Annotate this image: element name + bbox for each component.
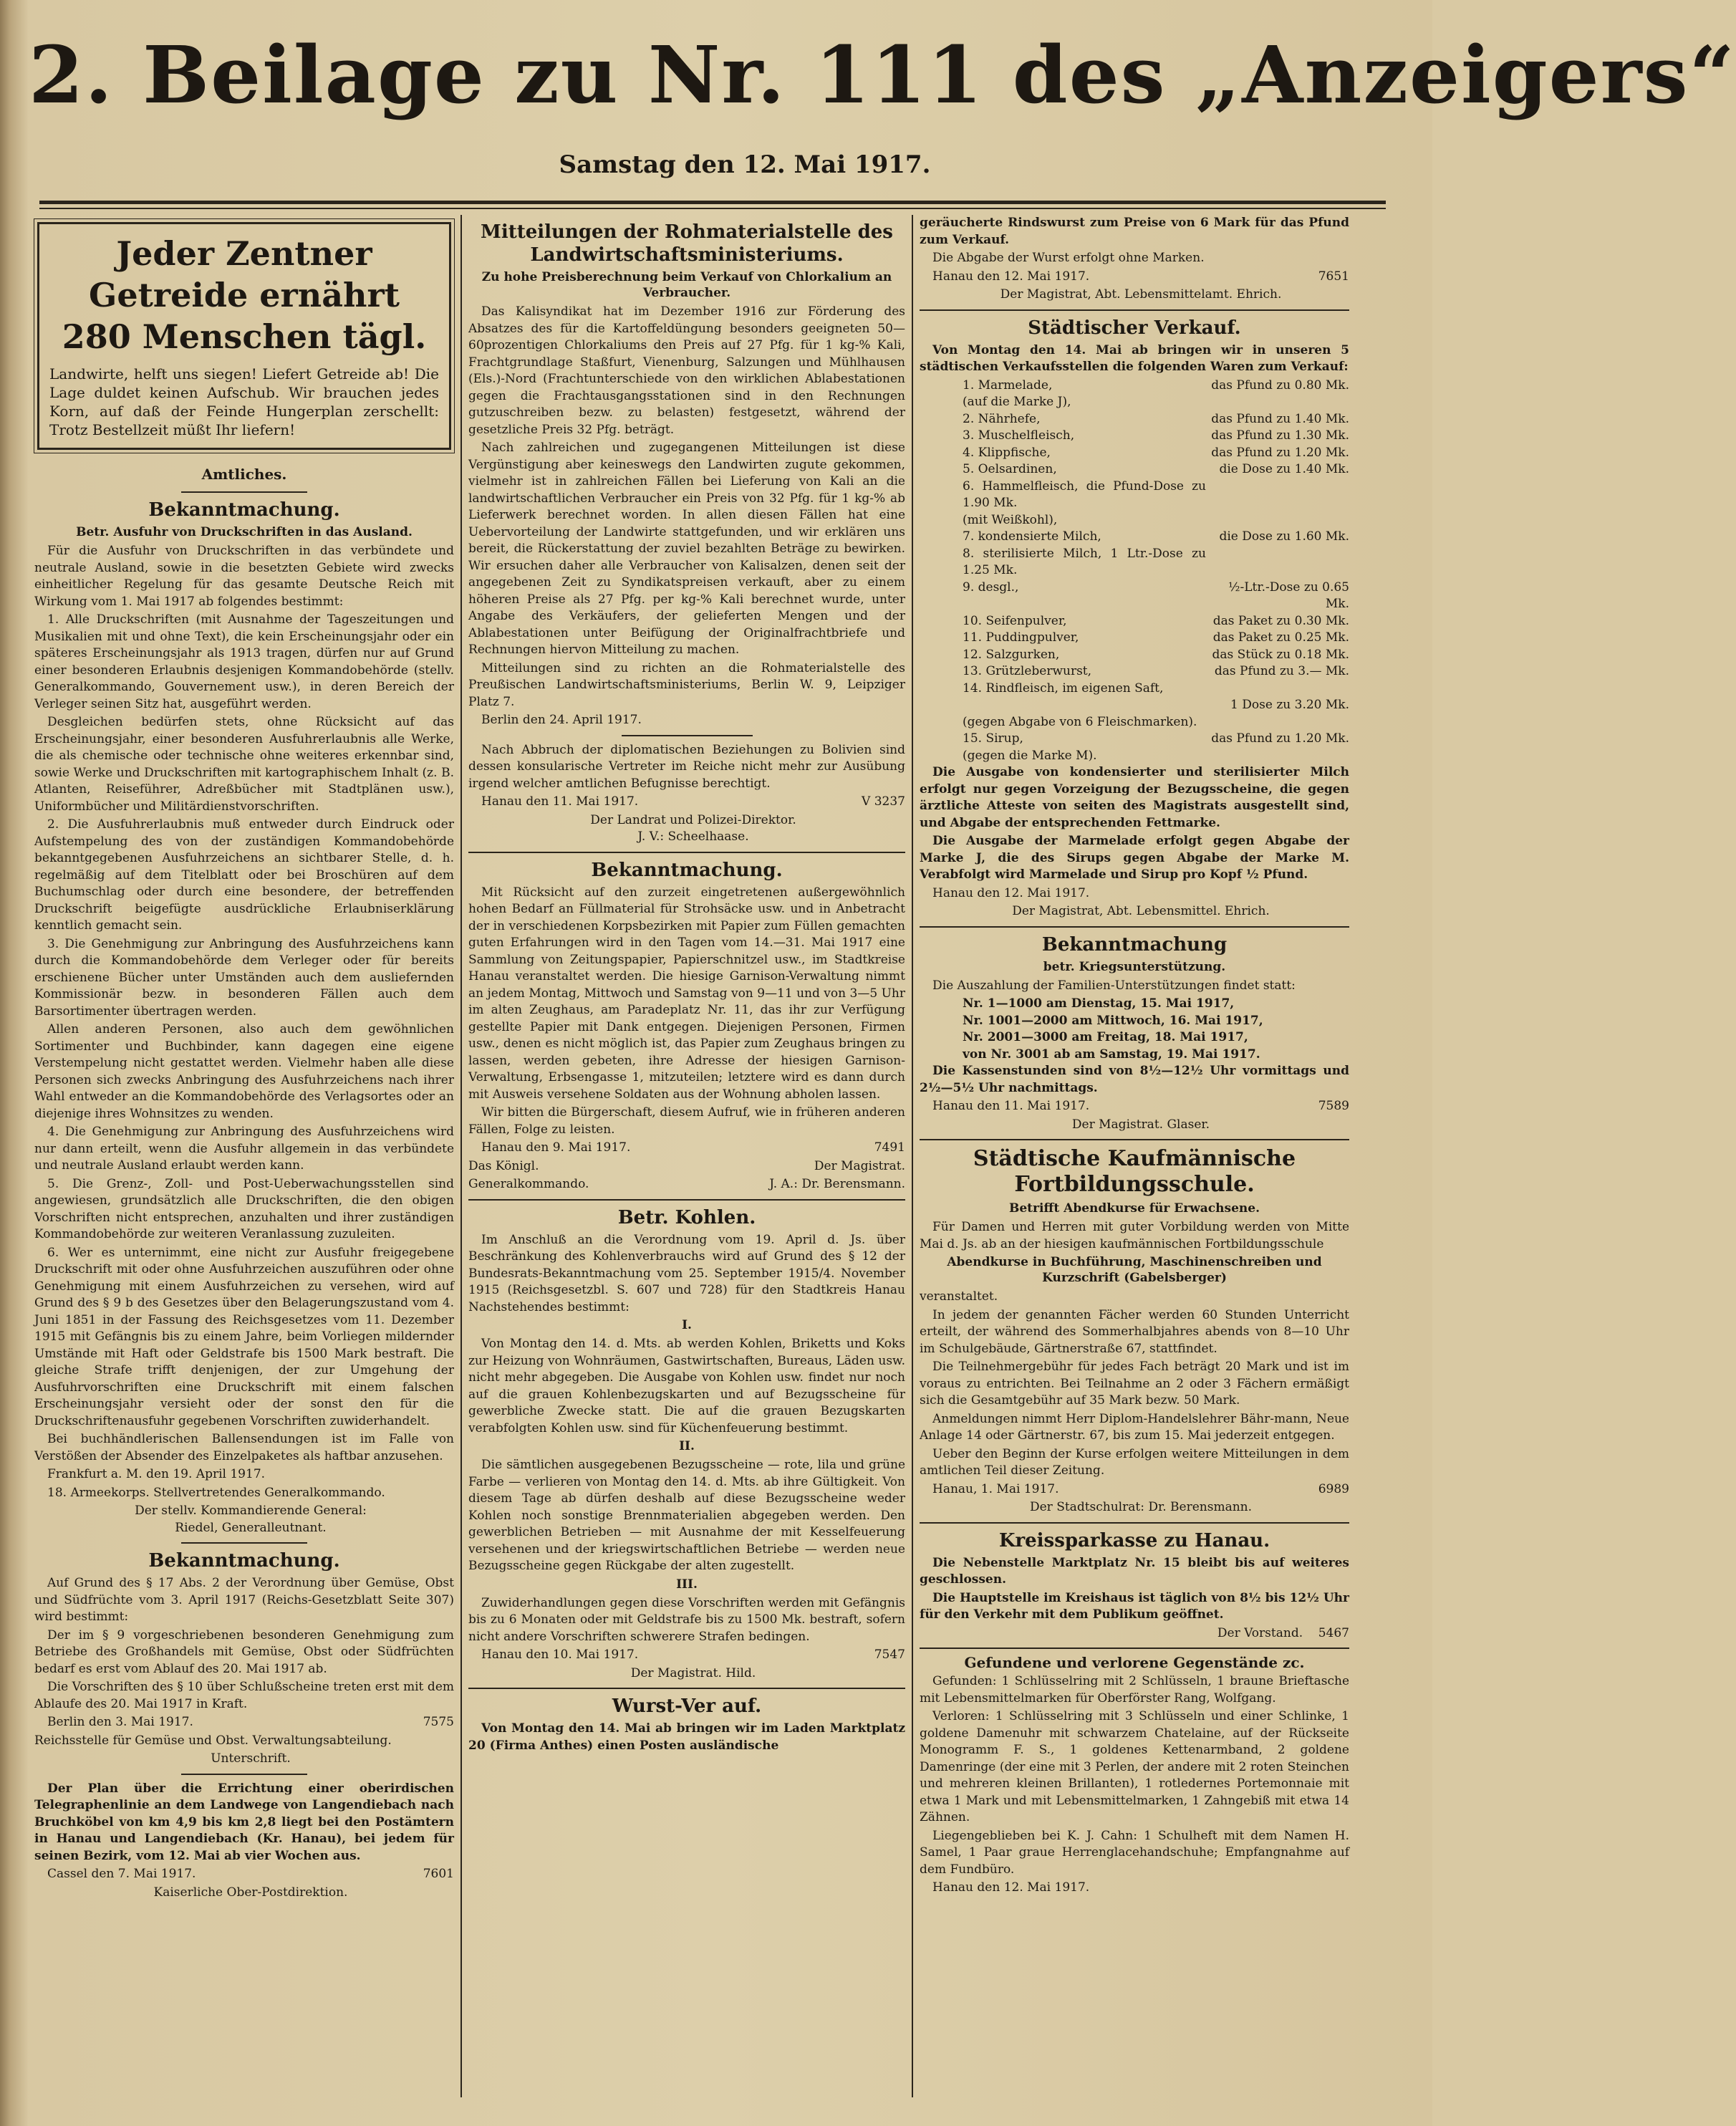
notice-paragraph: Von Montag den 14. d. Mts. ab werden Kohlen, Briketts und Koks zur Heizung von Wohnräumen, Gastwirtschaften, Bureaus, Läden usw. nicht mehr abgegeben. Die Ausgabe von Kohlen usw. findet nur noch auf die grauen Kohlenbezugskarten und auf Bezugsscheine für gewerbliche Zwecke statt. Die auf die grauen Bezugskarten verabfolgten Kohlen usw. sind für Küchenfeuerung bestimmt. bbox=[468, 1337, 905, 1435]
notice-subtitle: Zu hohe Preisberechnung beim Verkauf von Chlorkalium an Verbraucher. bbox=[481, 270, 892, 300]
payment-schedule-row: Nr. 1—1000 am Dienstag, 15. Mai 1917, bbox=[963, 996, 1235, 1011]
notice-paragraph: geräucherte Rindswurst zum Preise von 6 Mark für das Pfund zum Verkauf. bbox=[920, 216, 1349, 247]
payment-schedule-row: von Nr. 3001 ab am Samstag, 19. Mai 1917. bbox=[963, 1047, 1260, 1062]
sale-item bbox=[920, 647, 1349, 664]
sale-item-price bbox=[1206, 748, 1349, 765]
notice-signature: J. V.: Scheelhaase. bbox=[637, 829, 749, 844]
notice-paragraph: Im Anschluß an die Verordnung vom 19. April d. Js. über Beschränkung des Kohlenverbrauchs wird auf Grund des § 12 der Bundesrats-Bekanntmachung vom 25. September 1915/4. November 1915 (Reichsgesetzbl. S. 607 und 728) für den Stadtkreis Hanau Nachstehendes bestimmt: bbox=[468, 1232, 905, 1314]
notice-place-date bbox=[468, 794, 905, 811]
separator bbox=[181, 1542, 307, 1544]
sale-item bbox=[920, 529, 1349, 546]
notice-place-date bbox=[920, 1481, 1349, 1499]
notice-signature: Der Magistrat, Abt. Lebensmittel. Ehrich. bbox=[1012, 904, 1270, 918]
separator bbox=[920, 309, 1349, 311]
sale-item-name: 9. desgl., bbox=[963, 579, 1019, 595]
notice-signature: Der Magistrat. Glaser. bbox=[1071, 1117, 1210, 1132]
separator bbox=[468, 1688, 905, 1689]
notice-title: Wurst-Ver auf. bbox=[612, 1695, 762, 1717]
sale-item bbox=[920, 731, 1349, 748]
sale-item-name: 15. Sirup, bbox=[963, 731, 1023, 746]
sale-item-price bbox=[1206, 714, 1349, 731]
section-number: II. bbox=[679, 1439, 695, 1453]
sale-item-price: das Pfund zu 1.20 Mk. bbox=[1211, 445, 1349, 460]
sale-item-price: das Stück zu 0.18 Mk. bbox=[1212, 647, 1349, 662]
sale-item-price: 1 Dose zu 3.20 Mk. bbox=[1230, 698, 1349, 712]
notice-place-date: Hanau den 12. Mai 1917. bbox=[932, 885, 1090, 900]
notice-signature: Der Magistrat, Abt. Lebensmittelamt. Ehrich. bbox=[1000, 287, 1282, 302]
signature-right: J. A.: Dr. Berensmann. bbox=[769, 1177, 905, 1191]
sale-item-price bbox=[1206, 512, 1349, 529]
separator bbox=[468, 1199, 905, 1201]
sale-item-price bbox=[1206, 478, 1349, 512]
place-date: Hanau den 11. Mai 1917. bbox=[481, 794, 639, 809]
notice-paragraph: Das Kalisyndikat hat im Dezember 1916 zur Förderung des Absatzes des für die Kartoffeldüngung besonders geeigneten 50—60prozentigen Chlorkaliums den Preis auf 27 Pfg. für 1 kg-% Kali, Frachtgrundlage Staßfurt, Vienenburg, Salzungen und Mühlhausen (Els.)-Nord (Frachtunterschiede von den wirklichen Ablabestationen gegen die Frachtausgangsstationen sind in den Rechnungen gutzuschreiben bezw. zu belasten) festgesetzt, während der gesetzliche Preis 32 Pfg. beträgt. bbox=[468, 304, 905, 437]
signature-left: Das Königl. bbox=[468, 1158, 539, 1173]
sale-item bbox=[920, 714, 1349, 731]
masthead-title: 2. Beilage zu Nr. 111 des „Anzeigers“ bbox=[29, 29, 1736, 121]
notice-paragraph: Die Vorschriften des § 10 über Schlußscheine treten erst mit dem Ablaufe des 20. Mai 1917 in Kraft. bbox=[34, 1680, 454, 1711]
grain-appeal-headline: Jeder Zentner Getreide ernährt 280 Menschen tägl. bbox=[62, 234, 427, 356]
grain-appeal-box bbox=[37, 222, 451, 450]
sale-item bbox=[920, 512, 1349, 529]
notice-paragraph: Von Montag den 14. Mai ab bringen wir im Laden Marktplatz 20 (Firma Anthes) einen Posten ausländische bbox=[468, 1721, 905, 1753]
signature-right: Der Magistrat. bbox=[814, 1158, 905, 1173]
separator bbox=[920, 1139, 1349, 1140]
sale-item bbox=[920, 377, 1349, 395]
sale-item-name: 10. Seifenpulver, bbox=[963, 613, 1067, 628]
notice-signature: Der stellv. Kommandierende General: bbox=[135, 1504, 367, 1518]
separator bbox=[622, 735, 753, 736]
separator bbox=[468, 852, 905, 853]
notice-number: 7651 bbox=[1318, 269, 1349, 284]
notice-place-date bbox=[920, 269, 1349, 286]
notice-paragraph: Der Plan über die Errichtung einer oberirdischen Telegraphenlinie an dem Landwege von Langendiebach nach Bruchköbel von km 4,9 bis km 2,8 liegt bei den Postämtern in Hanau und Langendiebach (Kr. Hanau), bei jedem für seinen Bezirk, vom 12. Mai ab vier Wochen aus. bbox=[34, 1781, 454, 1863]
notice-paragraph: Die Ausgabe von kondensierter und sterilisierter Milch erfolgt nur gegen Vorzeigung der Bezugsscheine, die gegen ärztliche Atteste von seiten des Magistrats ausgestellt sind, und Abgabe der entsprechenden Fettmarke. bbox=[920, 765, 1349, 830]
place-date: Berlin den 3. Mai 1917. bbox=[47, 1715, 193, 1729]
notice-paragraph: Zuwiderhandlungen gegen diese Vorschriften werden mit Gefängnis bis zu 6 Monaten oder mit Geldstrafe bis zu 1500 Mk. bestraft, sofern nicht andere Vorschriften schwerere Strafen bedingen. bbox=[468, 1595, 905, 1644]
sale-item-name: 8. sterilisierte Milch, 1 Ltr.-Dose zu 1.25 Mk. bbox=[963, 546, 1206, 577]
notice-paragraph: 1. Alle Druckschriften (mit Ausnahme der Tageszeitungen und Musikalien mit und ohne Text), die kein Erscheinungsjahr oder ein späteres Erscheinungsjahr als 1913 tragen, dürfen nur auf Grund einer besonderen Erlaubnis desjenigen Kommandobehörde (stellv. Generalkommando, Gouvernement usw.), in deren Bereich der Verleger seinen Sitz hat, ausgeführt werden. bbox=[34, 612, 454, 711]
sale-item bbox=[920, 579, 1349, 613]
sale-item-price: das Pfund zu 0.80 Mk. bbox=[1211, 377, 1349, 393]
notice-paragraph: veranstaltet. bbox=[920, 1289, 998, 1304]
notice-paragraph: Die Abgabe der Wurst erfolgt ohne Marken. bbox=[932, 251, 1205, 265]
notice-signature: Der Stadtschulrat: Dr. Berensmann. bbox=[1029, 1500, 1253, 1514]
notice-paragraph: Die Hauptstelle im Kreishaus ist täglich von 8½ bis 12½ Uhr für den Verkehr mit dem Publikum geöffnet. bbox=[920, 1590, 1349, 1622]
notice-title: Bekanntmachung. bbox=[148, 1550, 340, 1572]
notice-number: 7575 bbox=[423, 1715, 454, 1729]
place-date: Hanau den 12. Mai 1917. bbox=[932, 269, 1090, 284]
notice-number: 5467 bbox=[1318, 1625, 1349, 1640]
sale-item bbox=[920, 663, 1349, 680]
sale-item bbox=[920, 394, 1349, 411]
notice-title: Bekanntmachung. bbox=[591, 859, 783, 881]
sale-item-name: (auf die Marke J), bbox=[963, 395, 1071, 409]
notice-signature: Reichsstelle für Gemüse und Obst. Verwaltungsabteilung. bbox=[34, 1733, 392, 1748]
notice-place-date bbox=[468, 1647, 905, 1664]
notice-paragraph: 4. Die Genehmigung zur Anbringung des Ausfuhrzeichens wird nur dann erteilt, wenn die Ausfuhr allgemein in das verbündete und neutrale Ausland erlaubt werden kann. bbox=[34, 1125, 454, 1173]
sale-item-name: 1. Marmelade, bbox=[963, 377, 1053, 393]
sale-item bbox=[920, 748, 1349, 765]
sale-item bbox=[920, 411, 1349, 428]
notice-paragraph: Verloren: 1 Schlüsselring mit 3 Schlüsseln und einer Schlinke, 1 goldene Damenuhr mit schwarzem Chatelaine, auf der Rückseite Monogramm F. S., 1 goldenes Kettenarmband, 2 goldene Damenringe (der eine mit 3 Perlen, der andere mit 2 roten Steinchen und mehreren kleinen Brillanten), 1 rotledernes Portemonnaie mit etwa 1 Mark und mit Lebensmittelmarken, 1 Zahngebiß mit etwa 14 Zähnen. bbox=[920, 1709, 1349, 1824]
notice-paragraph: Wir bitten die Bürgerschaft, diesem Aufruf, wie in früheren anderen Fällen, Folge zu leisten. bbox=[468, 1105, 905, 1137]
sale-list bbox=[920, 377, 1349, 765]
masthead-rule bbox=[39, 201, 1386, 204]
place-date: Hanau, 1. Mai 1917. bbox=[932, 1481, 1059, 1496]
notice-subtitle: Betr. Ausfuhr von Druckschriften in das Ausland. bbox=[76, 525, 413, 539]
notice-paragraph: Anmeldungen nimmt Herr Diplom-Handelslehrer Bähr-mann, Neue Anlage 14 oder Gärtnerstr. 67, bis zum 15. Mai jederzeit entgegen. bbox=[920, 1411, 1349, 1443]
sale-item bbox=[920, 445, 1349, 462]
separator bbox=[920, 1648, 1349, 1649]
signature-left: Generalkommando. bbox=[468, 1177, 589, 1191]
notice-number: 7547 bbox=[874, 1648, 905, 1662]
sale-item-name: 14. Rindfleisch, im eigenen Saft, bbox=[963, 680, 1164, 696]
notice-signature bbox=[468, 1158, 905, 1175]
notice-subtitle: betr. Kriegsunterstützung. bbox=[1043, 959, 1226, 974]
notice-paragraph: Ueber den Beginn der Kurse erfolgen weitere Mitteilungen in dem amtlichen Teil dieser Zeitung. bbox=[920, 1446, 1349, 1478]
sale-item-name: (mit Weißkohl), bbox=[963, 512, 1058, 527]
column-2 bbox=[468, 215, 905, 2105]
sale-item-name bbox=[963, 697, 1206, 714]
notice-subtitle: Betrifft Abendkurse für Erwachsene. bbox=[1008, 1201, 1260, 1216]
sale-item-price bbox=[1206, 546, 1349, 579]
sale-item-name: (gegen Abgabe von 6 Fleischmarken). bbox=[963, 714, 1197, 729]
notice-paragraph: Allen anderen Personen, also auch dem gewöhnlichen Sortimenter und Buchbinder, kann dagegen eine eigene Verstempelung nicht gestattet werden. Vielmehr haben alle diese Personen sich zwecks Anbringung des Ausfuhrzeichens nach ihrer Wahl entweder an die Kommandobehörde des Verlagsortes oder an diejenige ihres Wohnsitzes zu wenden. bbox=[34, 1022, 454, 1121]
masthead bbox=[29, 21, 1736, 179]
notice-paragraph: Auf Grund des § 17 Abs. 2 der Verordnung über Gemüse, Obst und Südfrüchte vom 3. April 1917 (Reichs-Gesetzblatt Seite 307) wird bestimmt: bbox=[34, 1576, 454, 1624]
notice-paragraph: Mitteilungen sind zu richten an die Rohmaterialstelle des Preußischen Landwirtschaftsministeriums, Berlin W. 9, Leipziger Platz 7. bbox=[468, 660, 905, 709]
sale-item-price: die Dose zu 1.60 Mk. bbox=[1219, 529, 1349, 544]
column-divider bbox=[912, 215, 913, 2097]
notice-signature: Riedel, Generalleutnant. bbox=[175, 1520, 327, 1535]
notice-number: 7589 bbox=[1318, 1099, 1349, 1113]
sale-item-name: 12. Salzgurken, bbox=[963, 647, 1060, 662]
course-list: Abendkurse in Buchführung, Maschinenschreiben und Kurzschrift (Gabelsberger) bbox=[947, 1255, 1322, 1285]
sale-item-price: das Paket zu 0.25 Mk. bbox=[1212, 630, 1349, 645]
notice-title: Kreissparkasse zu Hanau. bbox=[998, 1529, 1270, 1552]
notice-signature: Der Landrat und Polizei-Direktor. bbox=[590, 812, 796, 827]
sale-item-name: (gegen die Marke M). bbox=[963, 748, 1097, 763]
notice-number: 7491 bbox=[874, 1140, 905, 1155]
notice-number: 7601 bbox=[423, 1867, 454, 1881]
masthead-date: Samstag den 12. Mai 1917. bbox=[559, 150, 931, 179]
sale-item bbox=[920, 428, 1349, 445]
sale-item-name: 2. Nährhefe, bbox=[963, 411, 1041, 426]
place-date: Hanau den 9. Mai 1917. bbox=[481, 1140, 631, 1155]
notice-paragraph: Liegengeblieben bei K. J. Cahn: 1 Schulheft mit dem Namen H. Samel, 1 Paar graue Herrenglacehandschuhe; Empfangnahme auf dem Fundbüro. bbox=[920, 1828, 1349, 1877]
separator bbox=[920, 1522, 1349, 1524]
notice-signature bbox=[920, 1625, 1349, 1642]
section-number: I. bbox=[682, 1318, 692, 1332]
sale-item bbox=[920, 546, 1349, 579]
sale-item-price: das Pfund zu 3.— Mk. bbox=[1214, 664, 1349, 678]
notice-paragraph: Die Auszahlung der Familien-Unterstützungen findet statt: bbox=[932, 978, 1296, 993]
notice-title: Gefundene und verlorene Gegenstände zc. bbox=[964, 1654, 1305, 1671]
signature: Der Vorstand. bbox=[1217, 1625, 1303, 1640]
notice-paragraph: Die Nebenstelle Marktplatz Nr. 15 bleibt bis auf weiteres geschlossen. bbox=[920, 1555, 1349, 1587]
notice-title: Städtischer Verkauf. bbox=[1028, 317, 1241, 339]
notice-number: 6989 bbox=[1318, 1481, 1349, 1496]
notice-place-date: Frankfurt a. M. den 19. April 1917. bbox=[47, 1467, 266, 1481]
notice-title: Bekanntmachung bbox=[1041, 933, 1228, 956]
grain-appeal-text: Landwirte, helft uns siegen! Liefert Getreide ab! Die Lage duldet keinen Aufschub. Wir brauchen jedes Korn, auf daß der Feinde Hungerplan zerschellt: Trotz Bestellzeit müßt Ihr liefern! bbox=[49, 365, 439, 438]
masthead-rule-thin bbox=[39, 208, 1386, 209]
notice-place-date bbox=[34, 1714, 454, 1731]
notice-paragraph: Gefunden: 1 Schlüsselring mit 2 Schlüsseln, 1 braune Brieftasche mit Lebensmittelmarken für Oberförster Rang, Wolfgang. bbox=[920, 1674, 1349, 1706]
payment-schedule-row: Nr. 1001—2000 am Mittwoch, 16. Mai 1917, bbox=[963, 1013, 1263, 1028]
notice-paragraph: 6. Wer es unternimmt, eine nicht zur Ausfuhr freigegebene Druckschrift mit oder ohne Ausfuhrzeichen auszuführen oder ohne Genehmigung mit einem Ausfuhrzeichen zu versehen, wird auf Grund des § 9 b des Gesetzes über den Belagerungszustand vom 4. Juni 1851 in der Fassung des Reichsgesetzes vom 11. Dezember 1915 mit Gefängnis bis zu einem Jahre, beim Vorliegen mildernder Umstände mit Haft oder Geldstrafe bis 1500 Mark bestraft. Die gleiche Strafe trifft denjenigen, der zur Umgehung der Ausfuhrvorschriften eine Druckschrift mit einem falschen Erscheinungsjahr versieht oder der sonst den für die Druckschriftenausfuhr gegebenen Vorschriften zuwiderhandelt. bbox=[34, 1245, 454, 1428]
sale-item-price: das Pfund zu 1.30 Mk. bbox=[1211, 428, 1349, 443]
notice-paragraph: Bei buchhändlerischen Ballensendungen ist im Falle von Verstößen der Absender des Einzelpaketes als haftbar anzusehen. bbox=[34, 1432, 454, 1463]
sale-item-price: ½-Ltr.-Dose zu 0.65 Mk. bbox=[1228, 579, 1349, 611]
notice-title: Städtische Kaufmännische Fortbildungsschule. bbox=[973, 1146, 1296, 1197]
notice-paragraph: Desgleichen bedürfen stets, ohne Rücksicht auf das Erscheinungsjahr, einer besonderen Ausfuhrerlaubnis alle Werke, die als chemische oder technische ohne weiteres erkennbar sind, sowie Werke und Druckschriften mit kartographischem Inhalt (z. B. Atlanten, Reiseführer, Adreßbücher mit Stadtplänen usw.), Uniformbücher und Militärdienstvorschriften. bbox=[34, 715, 454, 814]
sale-item-price bbox=[1206, 394, 1349, 411]
notice-paragraph: Die Ausgabe der Marmelade erfolgt gegen Abgabe der Marke J, die des Sirups gegen Abgabe der Marke M. Verabfolgt wird Marmelade und Sirup pro Kopf ½ Pfund. bbox=[920, 834, 1349, 882]
notice-paragraph: Für Damen und Herren mit guter Vorbildung werden von Mitte Mai d. Js. ab an der hiesigen kaufmännischen Fortbildungsschule bbox=[920, 1220, 1349, 1251]
notice-paragraph: 5. Die Grenz-, Zoll- und Post-Ueberwachungsstellen sind angewiesen, grundsätzlich alle Druckschriften, die den obigen Vorschriften nicht entsprechen, anzuhalten und ihrer zuständigen Kommandobehörde zur weiteren Veranlassung zuzuleiten. bbox=[34, 1176, 454, 1241]
sale-item-price bbox=[1206, 680, 1349, 698]
sale-item-name: 11. Puddingpulver, bbox=[963, 630, 1079, 645]
notice-paragraph: Die Teilnehmergebühr für jedes Fach beträgt 20 Mark und ist im voraus zu entrichten. Bei Teilnahme an 2 oder 3 Fächern ermäßigt sich die Gesamtgebühr auf 35 Mark bezw. 50 Mark. bbox=[920, 1360, 1349, 1408]
sale-item-price: das Paket zu 0.30 Mk. bbox=[1212, 613, 1349, 628]
sale-item-name: 6. Hammelfleisch, die Pfund-Dose zu 1.90 Mk. bbox=[963, 478, 1206, 510]
place-date: Cassel den 7. Mai 1917. bbox=[47, 1867, 196, 1881]
column-3 bbox=[920, 215, 1349, 2105]
notice-number: V 3237 bbox=[862, 794, 905, 809]
notice-signature: 18. Armeekorps. Stellvertretendes Generalkommando. bbox=[47, 1485, 385, 1500]
section-number: III. bbox=[676, 1577, 698, 1592]
notice-paragraph: Die sämtlichen ausgegebenen Bezugsscheine — rote, lila und grüne Farbe — verlieren von Montag den 14. d. Mts. ab ihre Gültigkeit. Von diesem Tage ab dürfen deshalb auf diese Bezugsscheine weder Kohlen noch sonstige Brennmaterialien abgegeben werden. Den gewerblichen Betrieben — mit Ausnahme der mit Kesselfeuerung versehenen und der kriegswirtschaftlichen Betriebe — werden neue Bezugsscheine gegen Rückgabe der alten zugestellt. bbox=[468, 1458, 905, 1573]
notice-paragraph: In jedem der genannten Fächer werden 60 Stunden Unterricht erteilt, der während des Sommerhalbjahres abends von 8—10 Uhr im Schulgebäude, Gärtnerstraße 67, stattfindet. bbox=[920, 1307, 1349, 1356]
notice-place-date bbox=[468, 1140, 905, 1157]
notice-place-date bbox=[34, 1866, 454, 1883]
notice-title: Bekanntmachung. bbox=[148, 499, 340, 521]
notice-place-date: Berlin den 24. April 1917. bbox=[481, 713, 642, 727]
notice-paragraph: 3. Die Genehmigung zur Anbringung des Ausfuhrzeichens kann durch die Kommandobehörde dem Verleger oder für bereits erschienene Bücher unter Umständen auch dem ausliefernden Kommissionär bezw. in besonderen Fällen auch dem Barsortimenter übertragen werden. bbox=[34, 936, 454, 1019]
notice-signature: Unterschrift. bbox=[211, 1751, 291, 1766]
sale-item-price: das Pfund zu 1.20 Mk. bbox=[1211, 731, 1349, 746]
notice-place-date bbox=[920, 1098, 1349, 1115]
sale-item-name: 3. Muschelfleisch, bbox=[963, 428, 1075, 443]
separator bbox=[181, 1774, 307, 1775]
column-1 bbox=[34, 215, 454, 2105]
notice-signature bbox=[468, 1176, 905, 1193]
separator bbox=[181, 491, 307, 493]
notice-paragraph: Die Kassenstunden sind von 8½—12½ Uhr vormittags und 2½—5½ Uhr nachmittags. bbox=[920, 1064, 1349, 1095]
notice-paragraph: Mit Rücksicht auf den zurzeit eingetretenen außergewöhnlich hohen Bedarf an Füllmaterial für Strohsäcke usw. und in Anbetracht der in verschiedenen Korpsbezirken mit Papier zum Füllen gemachten guten Erfahrungen wird in den Tagen vom 14.—31. Mai 1917 eine Sammlung von Zeitungspapier, Papierschnitzel usw., im Stadtkreise Hanau veranstaltet werden. Die hiesige Garnison-Verwaltung nimmt an jedem Montag, Mittwoch und Samstag von 9—11 und von 3—5 Uhr im alten Zeughaus, am Paradeplatz Nr. 11, das ihr zur Verfügung gestellte Papier mit Dank entgegen. Diejenigen Personen, Firmen usw., denen es nicht möglich ist, das Papier zum Zeughaus bringen zu lassen, werden gebeten, ihre Adresse der hiesigen Garnison-Verwaltung, Erbsengasse 1, mitzuteilen; letztere wird es dann durch mit Ausweis versehene Soldaten aus der Wohnung abholen lassen. bbox=[468, 885, 905, 1102]
sale-item-name: 7. kondensierte Milch, bbox=[963, 529, 1101, 544]
sale-item bbox=[920, 478, 1349, 512]
notice-title: Betr. Kohlen. bbox=[617, 1206, 756, 1228]
section-amtliches: Amtliches. bbox=[201, 466, 287, 483]
column-divider bbox=[460, 215, 462, 2097]
sale-item bbox=[920, 680, 1349, 698]
notice-paragraph: Nach zahlreichen und zugegangenen Mitteilungen ist diese Vergünstigung aber keineswegs den Landwirten zugute gekommen, vielmehr ist in zahlreichen Fällen bei Lieferung von Kali an die landwirtschaftlichen Verbraucher ein Preis von 32 Pfg. für 1 kg-% ab Lieferwerk berechnet worden. In allen diesen Fällen hat eine Uebervorteilung der Landwirte stattgefunden, und wir erklären uns bereit, die Rückerstattung der zuviel bezahlten Beträge zu bewirken. Wir ersuchen daher alle Verbraucher von Kalisalzen, denen seit der angegebenen Zeit zu Syndikatspreisen verkauft, aber zu einem höheren Preise als 27 Pfg. per kg-% Kali berechnet wurde, unter Angabe des Verkäufers, der gelieferten Mengen und der Ablabestationen unter Beifügung der Originalfrachtbriefe und Rechnungen hiervon Mitteilung zu machen. bbox=[468, 441, 905, 657]
notice-paragraph: Nach Abbruch der diplomatischen Beziehungen zu Bolivien sind dessen konsularische Vertreter im Reiche nicht mehr zur Ausübung irgend welcher amtlichen Befugnisse berechtigt. bbox=[468, 742, 905, 791]
notice-paragraph: Für die Ausfuhr von Druckschriften in das verbündete und neutrale Ausland, sowie in die besetzten Gebiete wird zwecks einheitlicher Regelung für das gesamte Deutsche Reich mit Wirkung vom 1. Mai 1917 ab folgendes bestimmt: bbox=[34, 544, 454, 609]
sale-item-name: 13. Grützleberwurst, bbox=[963, 664, 1092, 678]
sale-item bbox=[920, 630, 1349, 647]
sale-item bbox=[920, 697, 1349, 714]
notice-title: Mitteilungen der Rohmaterialstelle des Landwirtschaftsministeriums. bbox=[481, 221, 893, 266]
notice-paragraph: 2. Die Ausfuhrerlaubnis muß entweder durch Eindruck oder Aufstempelung des von der zuständigen Kommandobehörde bekanntgegebenen Ausfuhrzeichens an sichtbarer Stelle, d. h. regelmäßig auf dem Titelblatt oder bei Broschüren auf dem Buchumschlag oder durch eine besondere, der betreffenden Druckschrift beigefügte ausdrückliche Erlaubniserklärung kenntlich gemacht sein. bbox=[34, 817, 454, 933]
place-date: Hanau den 10. Mai 1917. bbox=[481, 1648, 639, 1662]
sale-item-price: die Dose zu 1.40 Mk. bbox=[1219, 462, 1349, 476]
notice-signature: Der Magistrat. Hild. bbox=[630, 1665, 756, 1680]
notice-paragraph: Von Montag den 14. Mai ab bringen wir in unseren 5 städtischen Verkaufsstellen die folgenden Waren zum Verkauf: bbox=[920, 342, 1349, 374]
notice-place-date: Hanau den 12. Mai 1917. bbox=[932, 1880, 1090, 1895]
payment-schedule-row: Nr. 2001—3000 am Freitag, 18. Mai 1917, bbox=[963, 1030, 1248, 1044]
sale-item-price: das Pfund zu 1.40 Mk. bbox=[1211, 411, 1349, 426]
notice-signature: Kaiserliche Ober-Postdirektion. bbox=[153, 1885, 348, 1900]
sale-item bbox=[920, 613, 1349, 630]
notice-paragraph: Der im § 9 vorgeschriebenen besonderen Genehmigung zum Betriebe des Großhandels mit Gemüse, Obst oder Südfrüchten bedarf es erst vom Ablauf des 20. Mai 1917 ab. bbox=[34, 1627, 454, 1676]
sale-item-name: 5. Oelsardinen, bbox=[963, 462, 1057, 476]
place-date: Hanau den 11. Mai 1917. bbox=[932, 1099, 1090, 1113]
separator bbox=[920, 926, 1349, 928]
sale-item-name: 4. Klippfische, bbox=[963, 445, 1051, 460]
sale-item bbox=[920, 461, 1349, 478]
